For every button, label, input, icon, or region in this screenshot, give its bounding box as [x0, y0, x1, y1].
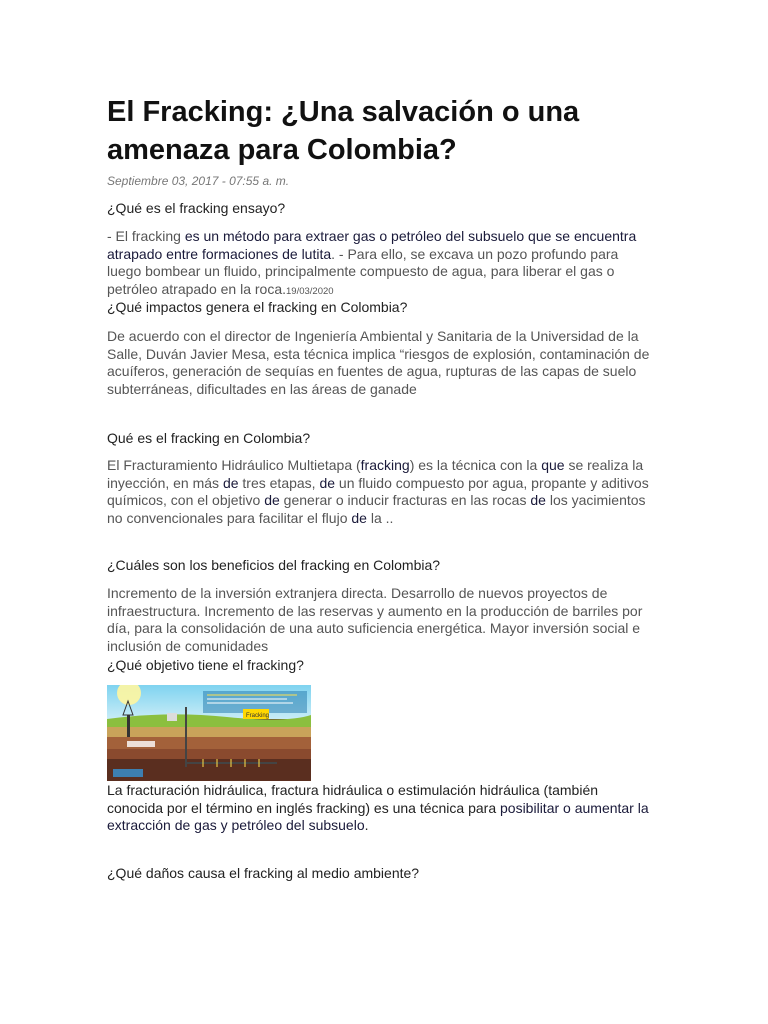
- answer-1-date: 19/03/2020: [286, 285, 334, 297]
- answer-1: - El fracking es un método para extraer gas o petróleo del subsuelo que se encuentra atrapado entre formaciones de lutita. - Para ello, se excava un pozo profundo para luego bombear un fluido, principalmente compuesto de agua, para liberar el gas o petróleo atrapado en la roca.19/03/2020: [107, 228, 637, 297]
- question-1: ¿Qué es el fracking ensayo?: [107, 200, 286, 216]
- question-6: ¿Qué daños causa el fracking al medio ambiente?: [107, 865, 420, 881]
- question-2: ¿Qué impactos genera el fracking en Colombia?: [107, 299, 408, 315]
- highlight-definition: es un método para extraer gas o petróleo del subsuelo que se encuentra atrapado entre formaciones de lutita: [107, 228, 637, 262]
- question-3: Qué es el fracking en Colombia?: [107, 430, 311, 446]
- answer-3: El Fracturamiento Hidráulico Multietapa (fracking) es la técnica con la que se realiza la inyección, en más de tres etapas, de un fluido compuesto por agua, propante y aditivos químicos, con el objetivo de generar o inducir fracturas en las rocas de los yacimientos no convencionales para facilitar el flujo de la ..: [107, 457, 649, 526]
- question-4: ¿Cuáles son los beneficios del fracking en Colombia?: [107, 557, 441, 573]
- answer-4: Incremento de la inversión extranjera directa. Desarrollo de nuevos proyectos de infraestructura. Incremento de las reservas y aumento en la producción de barriles por día, para la consolidación de una auto suficiencia energética. Mayor inversión social e inclusión de comunidades: [107, 585, 643, 654]
- answer-5: La fracturación hidráulica, fractura hidráulica o estimulación hidráulica (también conocida por el término en inglés fracking) es una técnica para posibilitar o aumentar la extracción de gas y petróleo del subsuelo.: [107, 782, 649, 834]
- highlight-objective: posibilitar o aumentar la extracción de gas y petróleo del subsuelo: [107, 799, 649, 834]
- answer-2: De acuerdo con el director de Ingeniería Ambiental y Sanitaria de la Universidad de la Salle, Duván Javier Mesa, esta técnica implica “riesgos de explosión, contaminación de acuíferos, generación de sequías en fuentes de agua, rupturas de las capas de suelo subterráneas, dificultades en las áreas de ganade: [107, 328, 650, 397]
- fracking-diagram-image: [107, 685, 311, 781]
- article-date: Septiembre 03, 2017 - 07:55 a. m.: [107, 174, 290, 188]
- article-title: El Fracking: ¿Una salvación o una amenaza para Colombia?: [107, 96, 580, 166]
- question-5: ¿Qué objetivo tiene el fracking?: [107, 657, 304, 673]
- figure-label: Fracking: [246, 713, 270, 719]
